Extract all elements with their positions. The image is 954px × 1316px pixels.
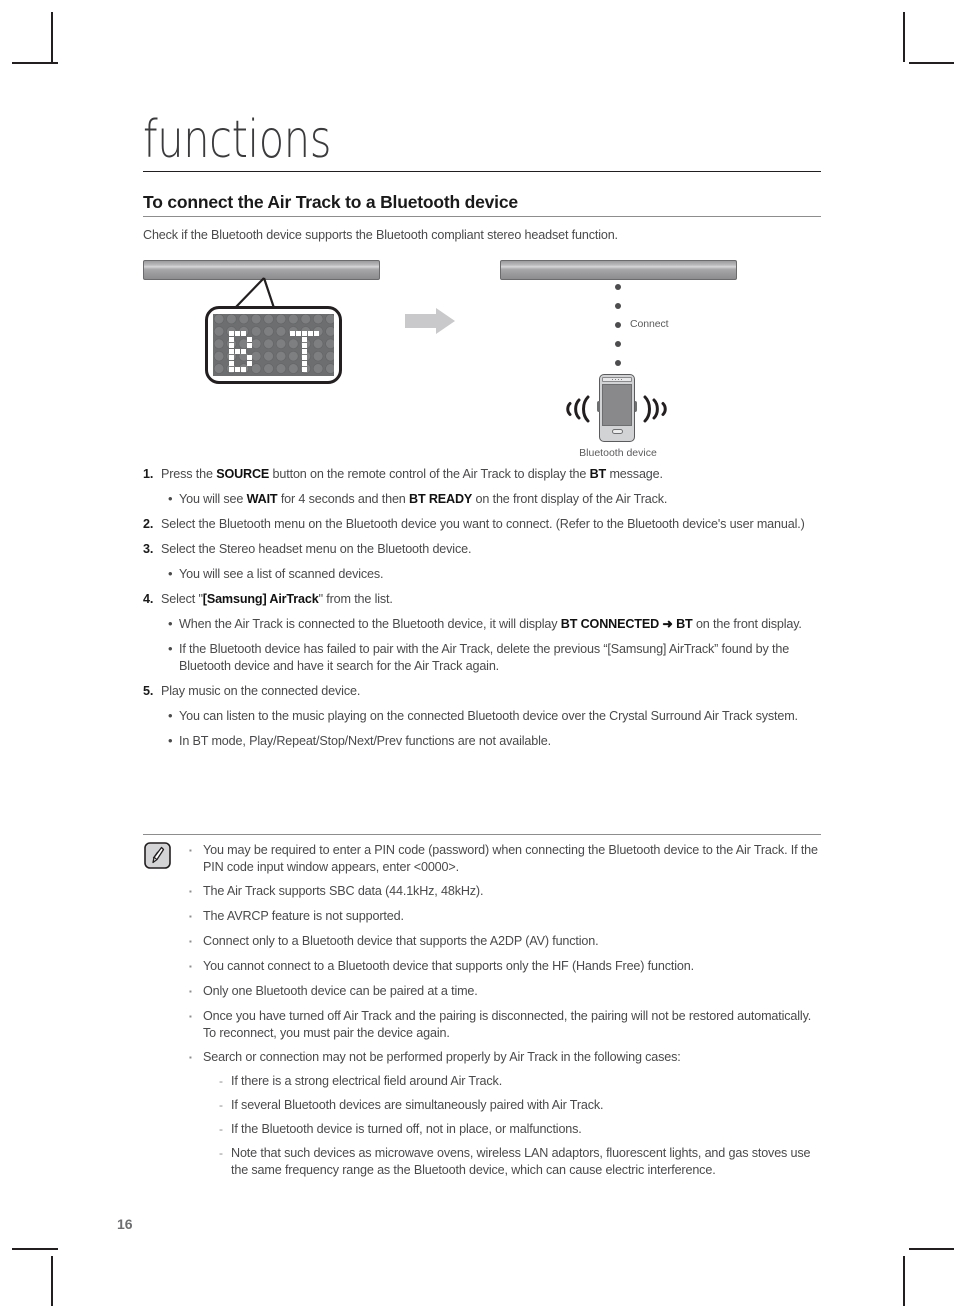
note-sub-item (203, 1073, 823, 1090)
led-pixel (290, 361, 295, 366)
led-pixel (235, 337, 240, 342)
step-text (161, 591, 823, 608)
led-pixel (247, 337, 252, 342)
sub-bullet-dash-icon: - (219, 1098, 223, 1112)
note-bottom-rule (143, 1193, 821, 1194)
bullet-dot-icon: • (168, 491, 173, 506)
phone-button-left (597, 401, 600, 412)
led-pixel (308, 349, 313, 354)
step-2-seg-0: Select the Stereo headset menu on the Bluetooth device. (161, 542, 472, 556)
led-pixel (241, 337, 246, 342)
step-row (143, 516, 823, 533)
connection-dots (615, 284, 621, 379)
soundbar-left-illustration (143, 260, 380, 280)
step-0-seg-2: button on the remote control of the Air Track to display the (269, 467, 590, 481)
bullet-text (179, 708, 823, 725)
led-pixel (247, 331, 252, 336)
sub-bullet-dash-icon: - (219, 1146, 223, 1160)
led-pixel (235, 349, 240, 354)
led-pixel (235, 355, 240, 360)
note-item (189, 1049, 823, 1186)
led-pixel (314, 343, 319, 348)
note-bullet-square-icon: ▪ (189, 987, 192, 996)
step-3-bullet-0-seg-2: on the front display. (692, 617, 802, 631)
led-pixel (314, 367, 319, 372)
led-pixel (247, 349, 252, 354)
note-sub-text: If several Bluetooth devices are simultaneously paired with Air Track. (231, 1098, 604, 1112)
note-item (189, 983, 823, 1001)
step-row (143, 591, 823, 608)
led-pixel (314, 349, 319, 354)
led-pixel (302, 331, 307, 336)
led-pixel (247, 361, 252, 366)
led-pixel (235, 343, 240, 348)
led-pixel (235, 367, 240, 372)
step-number: 5. (143, 684, 154, 698)
bullet-dot-icon: • (168, 641, 173, 656)
bullet-dot-icon: • (168, 616, 173, 631)
step-0-bullet-0-seg-4: on the front display of the Air Track. (472, 492, 668, 506)
step-number: 3. (143, 542, 154, 556)
step-text (161, 516, 823, 533)
note-sub-item (203, 1121, 823, 1138)
step-text (161, 466, 823, 483)
connection-dot (615, 303, 621, 309)
note-bullet-square-icon: ▪ (189, 937, 192, 946)
led-pixel (229, 355, 234, 360)
step-3-bullet-0-seg-0: When the Air Track is connected to the Bluetooth device, it will display (179, 617, 561, 631)
page-number: 16 (117, 1216, 133, 1232)
note-item (189, 842, 823, 876)
led-pixel (302, 355, 307, 360)
note-item (189, 883, 823, 901)
bullet-text (179, 616, 823, 633)
step-3-bullet-1-seg-0: If the Bluetooth device has failed to pair with the Air Track, delete the previous “[Samsung] AirTrack” found by the Bluetooth device and have it search for the Air Track again. (179, 642, 790, 673)
pairing-figure (143, 256, 821, 459)
note-paragraph: You cannot connect to a Bluetooth device that supports only the HF (Hands Free) function. (203, 959, 694, 973)
note-bullet-square-icon: ▪ (189, 887, 192, 896)
step-2-bullet-0-seg-0: You will see a list of scanned devices. (179, 567, 384, 581)
phone-button-right (635, 401, 638, 412)
crop-mark-bottom-left-horizontal (12, 1248, 58, 1250)
led-pixel (241, 355, 246, 360)
step-bullets (143, 616, 823, 675)
section-rule (143, 216, 821, 217)
note-bullet-square-icon: ▪ (189, 1053, 192, 1062)
led-pixel (247, 343, 252, 348)
step-bullets (143, 491, 823, 508)
led-letter-t (290, 331, 319, 372)
step-3-bullet-0-seg-1: BT CONNECTED ➜ BT (560, 617, 693, 631)
led-pixel (229, 343, 234, 348)
note-bullet-square-icon: ▪ (189, 1012, 192, 1021)
step-3-seg-0: Select " (161, 592, 203, 606)
step-number: 2. (143, 517, 154, 531)
step-0-seg-0: Press the (161, 467, 217, 481)
led-pixel (314, 331, 319, 336)
step-0-seg-3: BT (589, 467, 607, 481)
bluetooth-phone-illustration (599, 374, 635, 442)
phone-screen (602, 384, 632, 426)
led-pixel (247, 355, 252, 360)
note-sub-text: If there is a strong electrical field around Air Track. (231, 1074, 503, 1088)
phone-home-button (612, 429, 623, 434)
sub-bullet-dash-icon: - (219, 1122, 223, 1136)
step-1-seg-0: Select the Bluetooth menu on the Bluetooth device you want to connect. (Refer to the Bluetooth device's user manual.) (161, 517, 805, 531)
chapter-title: functions (143, 110, 332, 170)
bullet-dot-icon: • (168, 733, 173, 748)
led-pixel (229, 331, 234, 336)
led-pixel (296, 349, 301, 354)
led-pixel (296, 355, 301, 360)
crop-mark-bottom-right-horizontal (909, 1248, 954, 1250)
led-pixel (308, 337, 313, 342)
note-sub-text: Note that such devices as microwave ovens, wireless LAN adaptors, fluorescent lights, and gas stoves use the same frequency range as the Bluetooth device, which can cause electric interference. (231, 1146, 811, 1177)
sub-bullet-dash-icon: - (219, 1074, 223, 1088)
header-rule (143, 171, 821, 172)
step-0-bullet-0-seg-0: You will see (179, 492, 247, 506)
connection-dot (615, 322, 621, 328)
led-pixel (229, 361, 234, 366)
led-pixel (302, 361, 307, 366)
note-paragraph: The AVRCP feature is not supported. (203, 909, 404, 923)
led-pixel (229, 337, 234, 342)
led-pixel (302, 367, 307, 372)
led-pixel (296, 361, 301, 366)
led-pixel (302, 349, 307, 354)
led-pixel (302, 343, 307, 348)
note-text (203, 1008, 823, 1042)
bullet-item (143, 708, 823, 725)
led-pixel (290, 331, 295, 336)
step-4-bullet-1-seg-0: In BT mode, Play/Repeat/Stop/Next/Prev functions are not available. (179, 734, 551, 748)
led-pixel (290, 349, 295, 354)
led-pixel (296, 367, 301, 372)
step-0-seg-1: SOURCE (216, 467, 270, 481)
bullet-item (143, 566, 823, 583)
phone-earpiece (602, 377, 632, 382)
step-text (161, 541, 823, 558)
led-pixel (241, 361, 246, 366)
led-pixel (314, 355, 319, 360)
crop-mark-top-right-vertical (903, 12, 905, 62)
led-dot-matrix-screen (213, 314, 334, 376)
bullet-text (179, 491, 823, 508)
led-pixel (290, 355, 295, 360)
led-pixel (229, 367, 234, 372)
step-0-bullet-0-seg-3: BT READY (409, 492, 473, 506)
led-pixel (241, 343, 246, 348)
step-0-bullet-0-seg-1: WAIT (246, 492, 278, 506)
note-text (203, 883, 823, 900)
led-pixel (296, 331, 301, 336)
bluetooth-device-label: Bluetooth device (579, 447, 657, 459)
led-pixel (241, 331, 246, 336)
note-paragraph: You may be required to enter a PIN code (password) when connecting the Bluetooth device to the Air Track. If the PIN code input window appears, enter <0000>. (203, 843, 818, 874)
section-title: To connect the Air Track to a Bluetooth device (143, 192, 518, 212)
step-number: 4. (143, 592, 154, 606)
note-sub-list (203, 1073, 823, 1179)
note-text (203, 842, 823, 876)
connect-label: Connect (630, 318, 669, 330)
section-intro-text: Check if the Bluetooth device supports the Bluetooth compliant stereo headset function. (143, 228, 618, 242)
step-row (143, 683, 823, 700)
note-item (189, 908, 823, 926)
note-sub-item (203, 1097, 823, 1114)
step-bullets (143, 566, 823, 583)
connection-dot (615, 360, 621, 366)
led-pixel (290, 367, 295, 372)
note-pencil-icon (144, 842, 171, 869)
led-pixel (308, 361, 313, 366)
step-row (143, 466, 823, 483)
note-text (203, 958, 823, 975)
bullet-dot-icon: • (168, 708, 173, 723)
note-paragraph: Only one Bluetooth device can be paired at a time. (203, 984, 478, 998)
step-number: 1. (143, 467, 154, 481)
bullet-text (179, 733, 823, 750)
step-0-bullet-0-seg-2: for 4 seconds and then (277, 492, 410, 506)
led-pixel (308, 355, 313, 360)
led-pixel (314, 361, 319, 366)
note-paragraph: Once you have turned off Air Track and the pairing is disconnected, the pairing will not be restored automatically. To reconnect, you must pair the device again. (203, 1009, 812, 1040)
note-divider-rule (143, 834, 821, 835)
bullet-item (143, 733, 823, 750)
note-item (189, 933, 823, 951)
bullet-dot-icon: • (168, 566, 173, 581)
note-item (189, 958, 823, 976)
bullet-item (143, 491, 823, 508)
led-pixel (302, 337, 307, 342)
bullet-text (179, 641, 823, 675)
soundbar-right-illustration (500, 260, 737, 280)
led-pixel (296, 337, 301, 342)
step-text (161, 683, 823, 700)
led-pixel (314, 337, 319, 342)
step-4-seg-0: Play music on the connected device. (161, 684, 361, 698)
step-row (143, 541, 823, 558)
note-text (203, 983, 823, 1000)
led-letter-b (229, 331, 252, 372)
connection-dot (615, 284, 621, 290)
note-sub-item (203, 1145, 823, 1179)
note-text (203, 933, 823, 950)
note-item (189, 1008, 823, 1042)
led-pixel (241, 367, 246, 372)
connection-dot (615, 341, 621, 347)
note-paragraph: Connect only to a Bluetooth device that supports the A2DP (AV) function. (203, 934, 599, 948)
step-3-seg-1: [Samsung] AirTrack (202, 592, 319, 606)
note-bullet-square-icon: ▪ (189, 846, 192, 855)
crop-mark-top-right-horizontal (909, 62, 954, 64)
crop-mark-top-left-horizontal (12, 62, 58, 64)
note-paragraph: Search or connection may not be performed properly by Air Track in the following cases: (203, 1050, 681, 1064)
crop-mark-bottom-right-vertical (903, 1256, 905, 1306)
step-bullets (143, 708, 823, 750)
led-pixel (308, 367, 313, 372)
step-3-seg-2: " from the list. (318, 592, 393, 606)
bullet-item (143, 616, 823, 633)
led-pixel (235, 361, 240, 366)
led-pixel (308, 343, 313, 348)
note-sub-text: If the Bluetooth device is turned off, not in place, or malfunctions. (231, 1122, 582, 1136)
led-pixel (290, 337, 295, 342)
led-pixel (290, 343, 295, 348)
signal-wave-left-icon (558, 392, 592, 426)
led-pixel (296, 343, 301, 348)
led-pixel (241, 349, 246, 354)
notes-block (143, 842, 823, 1193)
note-bullet-square-icon: ▪ (189, 962, 192, 971)
note-items-list (143, 842, 823, 1186)
bullet-text (179, 566, 823, 583)
step-4-bullet-0-seg-0: You can listen to the music playing on the connected Bluetooth device over the Crystal Surround Air Track system. (179, 709, 798, 723)
note-bullet-square-icon: ▪ (189, 912, 192, 921)
front-display-magnifier (205, 306, 342, 384)
step-0-seg-4: message. (606, 467, 663, 481)
led-pixel (235, 331, 240, 336)
led-pixel (229, 349, 234, 354)
crop-mark-top-left-vertical (51, 12, 53, 62)
crop-mark-bottom-left-vertical (51, 1256, 53, 1306)
bullet-item (143, 641, 823, 675)
led-pixel (308, 331, 313, 336)
led-pixel (247, 367, 252, 372)
note-text (203, 908, 823, 925)
note-text (203, 1049, 823, 1186)
flow-arrow-icon (405, 308, 455, 334)
signal-wave-right-icon (641, 392, 675, 426)
note-paragraph: The Air Track supports SBC data (44.1kHz, 48kHz). (203, 884, 484, 898)
instruction-steps (143, 466, 823, 758)
